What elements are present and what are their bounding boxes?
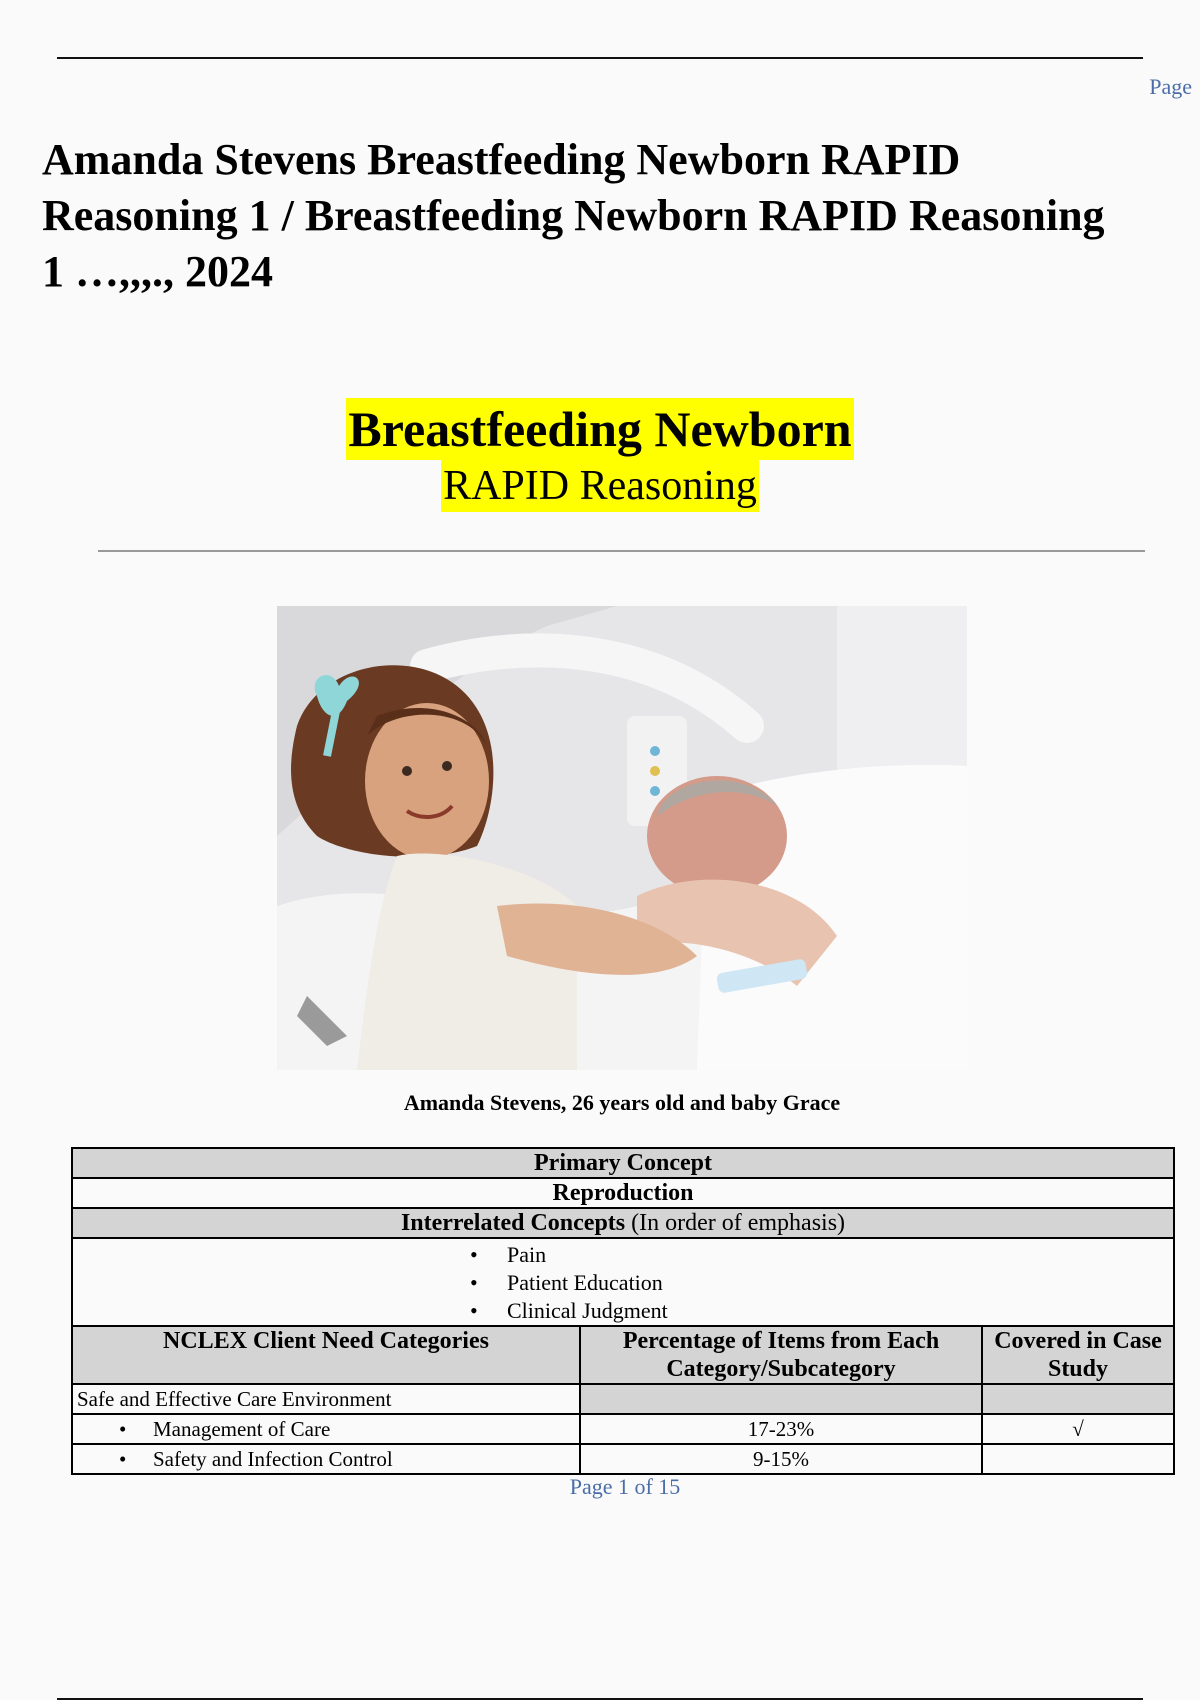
col-header-percentage: Percentage of Items from Each Category/Subcategory bbox=[580, 1326, 982, 1384]
photo-illustration bbox=[277, 606, 967, 1070]
percentage-cell: 17-23% bbox=[580, 1414, 982, 1444]
table-row bbox=[72, 1444, 1174, 1474]
hero-subtitle: RAPID Reasoning bbox=[441, 460, 759, 512]
col-header-covered: Covered in Case Study bbox=[982, 1326, 1174, 1384]
mother-baby-photo bbox=[277, 606, 967, 1070]
table-row bbox=[72, 1414, 1174, 1444]
interrelated-concepts-list bbox=[77, 1239, 1169, 1325]
page-number: Page 1 of 15 bbox=[569, 1474, 681, 1499]
col-header-category: NCLEX Client Need Categories bbox=[72, 1326, 580, 1384]
photo-caption: Amanda Stevens, 26 years old and baby Grace bbox=[403, 1090, 841, 1115]
table-row bbox=[72, 1238, 1174, 1326]
interrelated-concepts-list-cell bbox=[72, 1238, 1174, 1326]
section-divider bbox=[98, 550, 1145, 552]
covered-check-cell bbox=[982, 1444, 1174, 1474]
document-title bbox=[42, 132, 1192, 300]
primary-concept-header: Primary Concept bbox=[72, 1148, 1174, 1178]
list-item: • Patient Education bbox=[77, 1269, 1169, 1297]
percentage-cell: 9-15% bbox=[580, 1444, 982, 1474]
section-label: Safe and Effective Care Environment bbox=[72, 1384, 580, 1414]
interrelated-header-bold: Interrelated Concepts bbox=[400, 1210, 626, 1236]
interrelated-header-note: (In order of emphasis) bbox=[625, 1210, 846, 1236]
empty-cell bbox=[580, 1384, 982, 1414]
list-item: • Pain bbox=[77, 1241, 1169, 1269]
title-line: 1 …,,,., 2024 bbox=[42, 247, 273, 296]
interrelated-concepts-header bbox=[72, 1208, 1174, 1238]
concept-table bbox=[71, 1147, 1175, 1475]
table-header-row bbox=[72, 1326, 1174, 1384]
primary-concept-value: Reproduction bbox=[72, 1178, 1174, 1208]
page-corner-label: Page bbox=[1149, 74, 1192, 99]
category-cell: • Management of Care bbox=[72, 1414, 580, 1444]
title-line: Amanda Stevens Breastfeeding Newborn RAPID bbox=[42, 135, 961, 184]
hero-title: Breastfeeding Newborn bbox=[346, 398, 853, 460]
covered-check-cell: √ bbox=[982, 1414, 1174, 1444]
table-row bbox=[72, 1208, 1174, 1238]
top-rule bbox=[57, 57, 1143, 59]
table-row bbox=[72, 1384, 1174, 1414]
list-item: • Clinical Judgment bbox=[77, 1297, 1169, 1325]
category-cell: • Safety and Infection Control bbox=[72, 1444, 580, 1474]
title-line: Reasoning 1 / Breastfeeding Newborn RAPID Reasoning bbox=[42, 191, 1105, 240]
table-row bbox=[72, 1148, 1174, 1178]
empty-cell bbox=[982, 1384, 1174, 1414]
hero-heading bbox=[0, 398, 1200, 512]
table-row bbox=[72, 1178, 1174, 1208]
